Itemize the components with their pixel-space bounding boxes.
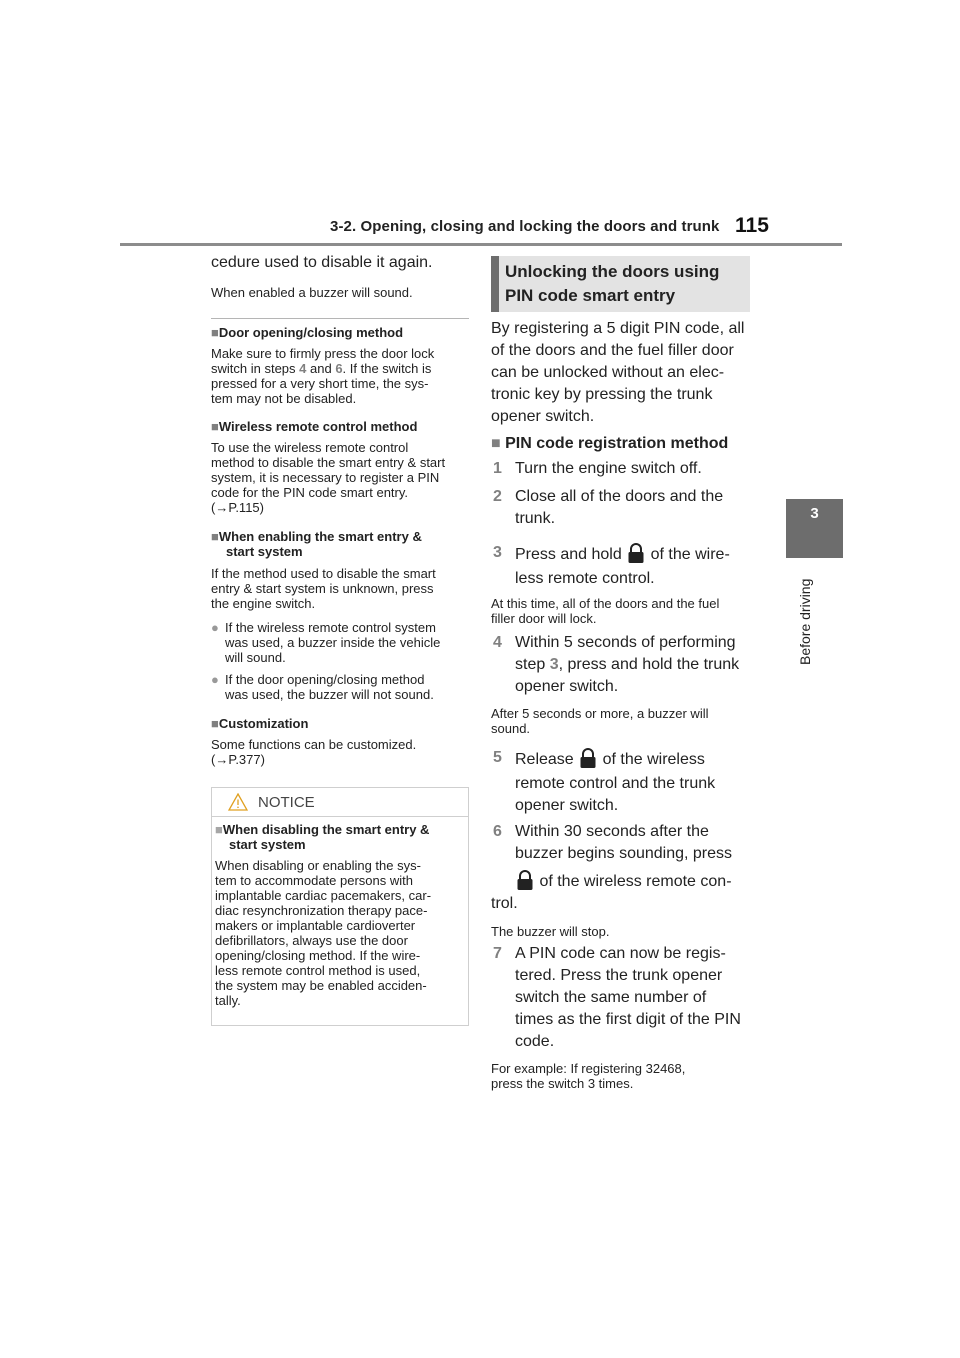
section-title-bar [491,256,499,312]
section-wireless-title: ■Wireless remote control method [211,419,418,434]
square-bullet-icon: ■ [211,529,219,544]
chapter-number: 3 [810,505,819,522]
page-reference-link[interactable]: (→P.377) [211,752,265,767]
method-title: ■ PIN code registration method [491,435,729,452]
section-door-method-body: Make sure to firmly press the door lock switch in steps 4 and 6. If the switch is pressed for a very short time, the sys- tem may not be disabled. [211,346,435,406]
page-number: 115 [735,214,769,237]
round-bullet-icon: ● [211,672,219,687]
warning-triangle-icon [228,793,248,811]
step-5: 5 [493,749,502,766]
notice-label: NOTICE [258,794,315,811]
divider [211,318,469,319]
notice-body: When disabling or enabling the sys- tem to accommodate persons with implantable cardiac pacemakers, car- diac resynchronization therapy pace- makers or implantable cardioverter defibrillators, always use the door opening/closing method. If the wire- less remote control method is used, the system may be enabled acciden- tally. [215,858,432,1008]
list-item: ● If the door opening/closing method was used, the buzzer will not sound. [211,672,434,702]
header-rule [120,243,842,246]
lead-text: cedure used to disable it again. [211,254,433,271]
section-customization-title: ■Customization [211,716,309,731]
square-bullet-icon: ■ [491,435,501,452]
step-7-text: A PIN code can now be regis- tered. Press the trunk opener switch the same number of times as the first digit of the PIN code. [515,945,741,1050]
section-title: 3-2. Opening, closing and locking the doors and trunk [330,218,720,235]
lock-icon [515,869,535,891]
step-4: 4 [493,634,502,651]
page-reference-link[interactable]: (→P.115) [211,500,264,515]
step-3: 3 [493,544,502,561]
step-4-text: Within 5 seconds of performing step 3, press and hold the trunk opener switch. [515,634,740,695]
section-title-heading: Unlocking the doors using PIN code smart entry [505,262,720,305]
step-6-text-end: trol. [491,895,518,912]
step-5-text: Release of the wireless remote control and the trunk opener switch. [515,747,715,817]
list-item: ● If the wireless remote control system was used, a buzzer inside the vehicle will sound. [211,620,441,665]
lock-icon [626,542,646,564]
step-6-note: The buzzer will stop. [491,924,610,939]
square-bullet-icon: ■ [211,716,219,731]
lock-icon [578,747,598,769]
square-bullet-icon: ■ [211,325,219,340]
section-enabling-title: ■When enabling the smart entry & start system [211,529,422,559]
step-1: 1 [493,460,502,477]
intro-text: By registering a 5 digit PIN code, all of the doors and the fuel filler door can be unlocked without an elec- tronic key by pressing the trunk opener switch. [491,320,745,425]
section-enabling-body: If the method used to disable the smart entry & start system is unknown, press the engine switch. [211,566,436,611]
step-6: 6 [493,823,502,840]
step-3-note: At this time, all of the doors and the fuel filler door will lock. [491,596,720,626]
square-bullet-icon: ■ [215,822,223,837]
step-2: 2 [493,488,502,505]
step-6-text: Within 30 seconds after the buzzer begins sounding, press of the wireless remote con- [515,823,733,890]
step-4-note: After 5 seconds or more, a buzzer will sound. [491,706,709,736]
step-7: 7 [493,945,502,962]
section-wireless-body: To use the wireless remote control method to disable the smart entry & start system, it is necessary to register a PIN code for the PIN code smart entry. (→P.115) [211,440,471,515]
lead-note: When enabled a buzzer will sound. [211,285,413,300]
round-bullet-icon: ● [211,620,219,635]
section-customization-body: Some functions can be customized. (→P.377) [211,737,471,767]
bullet-list [211,620,471,702]
step-2-text: Close all of the doors and the trunk. [515,488,724,527]
section-door-method-title: ■Door opening/closing method [211,325,404,340]
step-7-note: For example: If registering 32468, press the switch 3 times. [491,1061,686,1091]
chapter-label: Before driving [797,578,813,665]
notice-header [211,787,469,817]
step-3-text: Press and hold of the wire- less remote control. [515,542,730,590]
square-bullet-icon: ■ [211,419,219,434]
notice-title: ■When disabling the smart entry & start system [215,822,430,852]
step-1-text: Turn the engine switch off. [515,460,702,477]
